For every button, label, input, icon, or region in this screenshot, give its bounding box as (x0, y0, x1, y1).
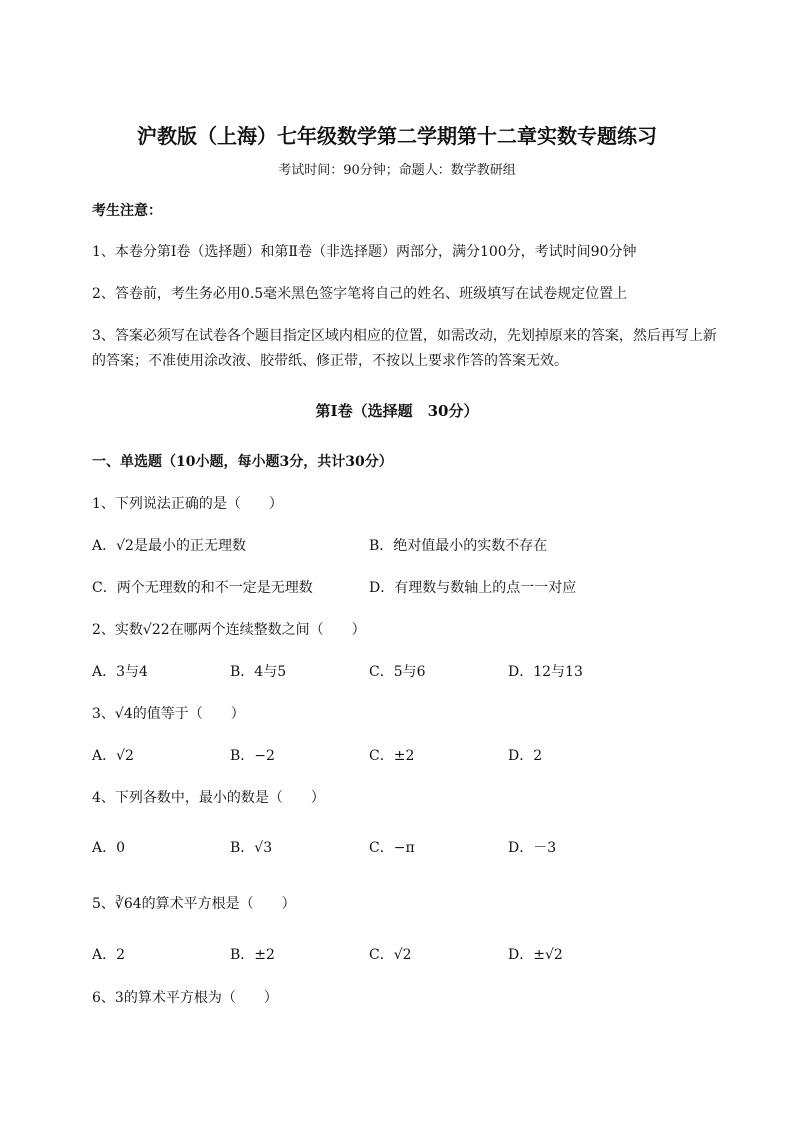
question-stem: 1、下列说法正确的是（ ） (92, 496, 283, 512)
option-c: C．±2 (369, 748, 415, 764)
option-d: D．±√2 (508, 947, 563, 963)
document-title: 沪教版（上海）七年级数学第二学期第十二章实数专题练习 (137, 124, 657, 148)
notice-heading: 考生注意： (92, 203, 162, 219)
question-stem: 2、实数√22在哪两个连续整数之间（ ） (92, 622, 366, 638)
question-stem: 5、∛64的算术平方根是（ ） (92, 896, 296, 912)
option-a: A．3与4 (92, 664, 148, 680)
notice-item: 1、本卷分第Ⅰ卷（选择题）和第Ⅱ卷（非选择题）两部分，满分100分，考试时间90分钟 (92, 244, 637, 260)
option-d: D．12与13 (508, 664, 583, 680)
notice-item: 3、答案必须写在试卷各个题目指定区域内相应的位置，如需改动，先划掉原来的答案，然后再写上新 (92, 328, 717, 344)
option-a: A．√2是最小的正无理数 (92, 538, 246, 554)
option-c: C．5与6 (369, 664, 426, 680)
option-b: B．±2 (230, 947, 275, 963)
section-title: 第Ⅰ卷（选择题 30分） (315, 402, 479, 420)
option-c: C．−π (369, 840, 415, 856)
part-title: 一、单选题（10小题，每小题3分，共计30分） (92, 454, 393, 470)
option-a: A．√2 (92, 748, 134, 764)
option-c: C．√2 (369, 947, 412, 963)
option-d: D．2 (508, 748, 543, 764)
question-stem: 3、√4的值等于（ ） (92, 706, 245, 722)
option-b: B．4与5 (230, 664, 287, 680)
notice-item: 的答案；不准使用涂改液、胶带纸、修正带，不按以上要求作答的答案无效。 (92, 353, 568, 369)
option-b: B．√3 (230, 840, 273, 856)
document-subtitle: 考试时间：90分钟；命题人：数学教研组 (278, 163, 516, 178)
option-a: A．2 (92, 947, 126, 963)
question-stem: 4、下列各数中，最小的数是（ ） (92, 790, 325, 806)
option-b: B．−2 (230, 748, 275, 764)
notice-item: 2、答卷前，考生务必用0.5毫米黑色签字笔将自己的姓名、班级填写在试卷规定位置上 (92, 286, 628, 302)
option-d: D．－3 (508, 840, 557, 856)
option-c: C．两个无理数的和不一定是无理数 (92, 580, 313, 596)
option-a: A．0 (92, 840, 126, 856)
question-stem: 6、3的算术平方根为（ ） (92, 990, 278, 1006)
option-d: D．有理数与数轴上的点一一对应 (369, 580, 577, 596)
option-b: B．绝对值最小的实数不存在 (369, 538, 548, 554)
